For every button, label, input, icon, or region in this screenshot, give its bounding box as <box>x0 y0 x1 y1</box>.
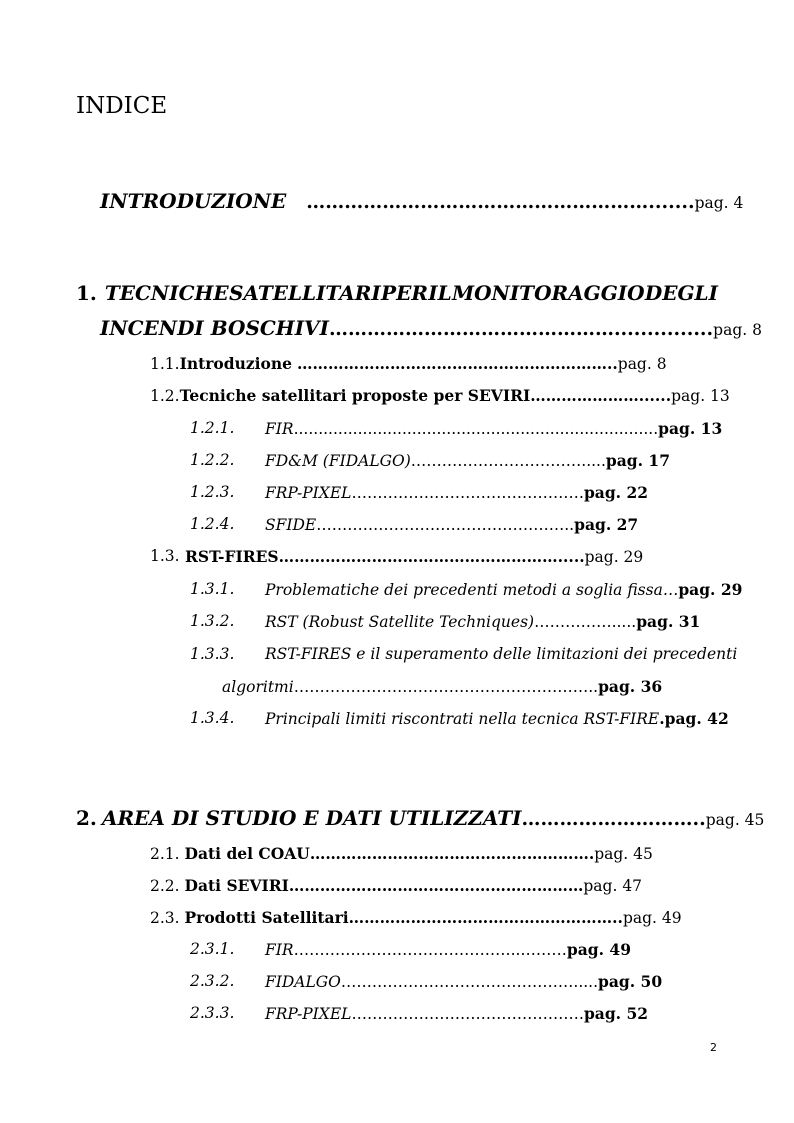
entry-number: 1.1. <box>150 355 180 373</box>
entry-number: 2.3. <box>150 909 180 927</box>
entry-page: pag. 49 <box>566 940 632 959</box>
entry-title: Prodotti Satellitari <box>184 908 349 927</box>
chapter-2-leader: ……………………….. <box>521 808 706 830</box>
toc-chapter-1-heading[interactable] <box>76 281 718 305</box>
ch1-w5: MONITORAGGIO <box>451 281 645 305</box>
entry-number: 2.1. <box>150 845 180 863</box>
entry-leader: ………………………………………….. <box>316 516 575 534</box>
entry-leader: ……………………………………… <box>351 484 584 502</box>
toc-entry-2-3-3-number: 2.3.3. <box>190 1004 235 1022</box>
chapter-1-leader: ………………………………………............... <box>328 318 714 340</box>
entry-title: FD&M (FIDALGO) <box>265 452 411 470</box>
chapter-2-page: pag. 45 <box>705 811 765 829</box>
toc-entry-1-3-number: 1.3. <box>150 547 180 565</box>
toc-entry-1-3-2[interactable] <box>265 612 700 631</box>
entry-leader: ……………………………………..……… <box>293 941 567 959</box>
chapter-1-number: 1. <box>76 281 97 305</box>
entry-title: FIDALGO <box>265 973 341 991</box>
toc-entry-2-3-3[interactable] <box>265 1004 648 1023</box>
entry-page: pag. 29 <box>678 580 743 599</box>
entry-leader: ………………………………………………….. <box>293 678 599 696</box>
entry-leader: ………………………………………..... <box>340 973 599 991</box>
toc-entry-1-3-4[interactable] <box>265 709 729 728</box>
toc-entry-2-3-1-number: 2.3.1. <box>190 940 235 958</box>
toc-entry-intro[interactable] <box>100 189 743 213</box>
entry-title: Problematiche dei precedenti metodi a soglia fissa… <box>265 581 679 599</box>
entry-leader: ……………..... <box>534 613 637 631</box>
entry-page: pag. 8 <box>617 355 667 373</box>
ch1-w2: SATELLITARI <box>228 281 381 305</box>
toc-entry-1-3-2-number: 1.3.2. <box>190 612 235 630</box>
toc-entry-1-3-3-title-line1[interactable]: RST-FIRES e il superamento delle limitazioni dei precedenti <box>265 645 738 663</box>
entry-title: algoritmi <box>222 678 294 696</box>
entry-title: Introduzione <box>179 354 293 373</box>
entry-title: FIR <box>265 941 294 959</box>
toc-entry-1-2-4-number: 1.2.4. <box>190 515 235 533</box>
entry-page: pag. 27 <box>574 515 639 534</box>
entry-leader: ………………………………………………… <box>288 876 584 895</box>
entry-leader: …………………...... <box>530 386 672 405</box>
entry-page: pag. 47 <box>583 877 643 895</box>
toc-entry-1-2-1[interactable] <box>265 419 722 438</box>
entry-page: pag. 29 <box>584 548 644 566</box>
ch1-w1: TECNICHE <box>104 281 229 305</box>
toc-entry-1-2[interactable] <box>150 386 730 405</box>
entry-page: pag. 31 <box>636 612 701 631</box>
chapter-1-page: pag. 8 <box>713 321 762 339</box>
toc-entry-1-3[interactable] <box>185 547 643 566</box>
entry-page: pag. 50 <box>598 972 663 991</box>
toc-entry-2-3[interactable] <box>150 908 682 927</box>
toc-entry-2-3-2[interactable] <box>265 972 662 991</box>
entry-page: pag. 13 <box>671 387 730 405</box>
entry-title: FRP-PIXEL <box>265 484 352 502</box>
entry-leader: …………………………………………….. <box>348 908 623 927</box>
toc-entry-1-3-4-number: 1.3.4. <box>190 709 235 727</box>
entry-page: pag. 49 <box>622 909 682 927</box>
page-title: INDICE <box>76 93 168 119</box>
entry-leader: ……………………………..... <box>410 452 606 470</box>
toc-entry-1-2-3-number: 1.2.3. <box>190 483 235 501</box>
entry-title: SFIDE <box>265 516 317 534</box>
toc-entry-1-2-1-number: 1.2.1. <box>190 419 235 437</box>
chapter-2-title: AREA DI STUDIO E DATI UTILIZZATI <box>101 806 522 830</box>
toc-entry-1-3-3-number: 1.3.3. <box>190 645 235 663</box>
intro-leader: ………………………………………………....... <box>306 191 695 213</box>
ch1-w3: PER <box>381 281 428 305</box>
entry-number: 2.2. <box>150 877 180 895</box>
intro-page: pag. 4 <box>694 194 744 212</box>
toc-entry-1-1[interactable] <box>150 354 667 373</box>
toc-entry-1-2-4[interactable] <box>265 515 638 534</box>
toc-entry-1-3-1[interactable] <box>265 580 742 599</box>
intro-title: INTRODUZIONE <box>100 189 287 213</box>
chapter-1-title-line2: INCENDI BOSCHIVI <box>100 316 329 340</box>
entry-page: pag. 45 <box>594 845 653 863</box>
entry-title: Dati del COAU <box>184 844 310 863</box>
entry-page: pag. 22 <box>583 483 649 502</box>
entry-title: RST-FIRES <box>185 547 279 566</box>
ch1-w4: IL <box>428 281 452 305</box>
toc-entry-2-1[interactable] <box>150 844 653 863</box>
toc-entry-1-2-3[interactable] <box>265 483 648 502</box>
entry-leader: ………………………………………………. <box>309 844 595 863</box>
entry-title: FIR <box>265 420 294 438</box>
entry-leader: ……………………………………… <box>351 1005 584 1023</box>
entry-leader: ………………………………………………..... <box>278 547 585 566</box>
entry-title: RST (Robust Satellite Techniques) <box>265 613 535 631</box>
entry-page: .pag. 42 <box>659 709 729 728</box>
entry-page: pag. 52 <box>583 1004 649 1023</box>
entry-leader: .......................................................................... <box>293 420 659 438</box>
toc-entry-1-2-2-number: 1.2.2. <box>190 451 235 469</box>
ch1-w6: DEGLI <box>644 281 718 305</box>
toc-chapter-2-heading[interactable] <box>76 806 764 830</box>
chapter-2-number: 2. <box>76 806 97 830</box>
entry-title: Dati SEVIRI <box>184 876 289 895</box>
toc-entry-2-3-2-number: 2.3.2. <box>190 972 235 990</box>
entry-title: Principali limiti riscontrati nella tecnica RST-FIRE <box>265 710 660 728</box>
toc-entry-1-3-1-number: 1.3.1. <box>190 580 235 598</box>
toc-entry-1-3-3[interactable] <box>222 677 662 696</box>
entry-page: pag. 13 <box>658 419 723 438</box>
entry-page: pag. 36 <box>598 677 663 696</box>
entry-page: pag. 17 <box>605 451 670 470</box>
toc-chapter-1-line2[interactable] <box>100 316 762 340</box>
page-number: 2 <box>710 1041 717 1054</box>
entry-number: 1.2. <box>150 387 180 405</box>
toc-entry-2-3-1[interactable] <box>265 940 631 959</box>
toc-entry-2-2[interactable] <box>150 876 642 895</box>
toc-entry-1-2-2[interactable] <box>265 451 670 470</box>
entry-title: Tecniche satellitari proposte per SEVIRI <box>179 386 531 405</box>
entry-title: FRP-PIXEL <box>265 1005 352 1023</box>
entry-leader: …………………………………………………….. <box>296 354 618 373</box>
